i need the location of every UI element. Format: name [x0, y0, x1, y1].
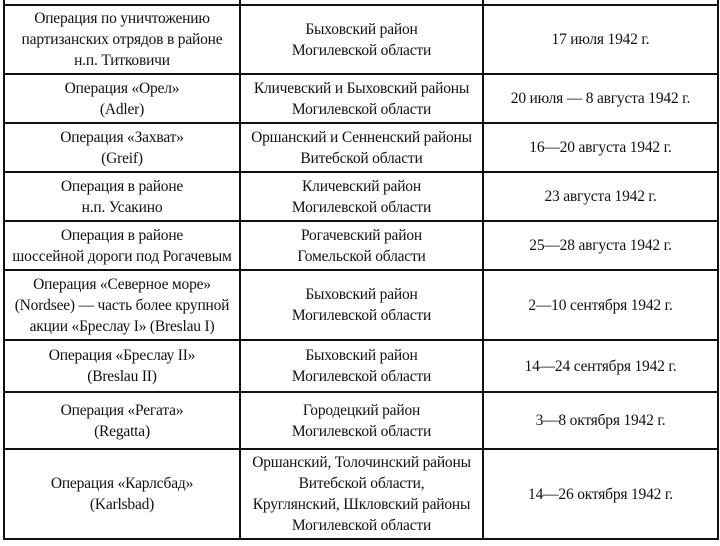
area-cell	[240, 5, 483, 74]
table-row	[4, 172, 718, 221]
operation-cell	[4, 392, 240, 449]
date-cell: 23 августа 1942 г.	[483, 172, 718, 221]
date-cell: 16—20 августа 1942 г.	[483, 123, 718, 172]
operation-line: Операция по уничтожению	[34, 10, 210, 27]
area-line: Могилевской области	[291, 368, 432, 385]
area-line: Могилевской области	[291, 307, 432, 324]
date-cell: 2—10 сентября 1942 г.	[483, 270, 718, 340]
area-cell	[240, 340, 483, 392]
area-line: Круглянский, Шкловский районы	[252, 496, 471, 513]
table-row	[4, 392, 718, 449]
area-line: Быховский район	[305, 286, 418, 303]
table-row	[4, 270, 718, 340]
operation-line: Операция «Орел»	[64, 79, 180, 97]
area-cell	[240, 270, 483, 340]
table-row	[4, 123, 718, 172]
table-row	[4, 5, 718, 74]
area-cell	[240, 221, 483, 270]
area-line: Кличевский и Быховский районы	[253, 79, 470, 97]
date-cell: 20 июля — 8 августа 1942 г.	[483, 74, 718, 123]
operation-line: Операция в районе	[60, 177, 184, 195]
area-cell	[240, 74, 483, 123]
area-line: Быховский район	[305, 20, 418, 38]
operation-line: партизанских отрядов в районе	[21, 31, 223, 48]
operation-line: (Regatta)	[94, 422, 150, 440]
area-cell	[240, 449, 483, 539]
operation-line: Операция «Бреслау II»	[48, 347, 196, 364]
operation-line: Операция в районе	[60, 226, 184, 244]
operation-line: (Breslau II)	[87, 368, 157, 385]
operation-line: шоссейной дороги под Рогачевым	[12, 247, 232, 265]
operation-line: Операция «Регата»	[60, 401, 184, 419]
operation-cell	[4, 172, 240, 221]
operation-line: н.п. Титковичи	[74, 52, 170, 69]
date-cell: 14—24 сентября 1942 г.	[483, 340, 718, 392]
operation-line: акции «Бреслау I» (Breslau I)	[29, 317, 215, 335]
date-cell: 3—8 октября 1942 г.	[483, 392, 718, 449]
operation-line: Операция «Северное море»	[33, 275, 211, 293]
operation-cell	[4, 5, 240, 74]
operation-cell	[4, 449, 240, 539]
area-line: Могилевской области	[291, 517, 432, 534]
date-cell: 25—28 августа 1942 г.	[483, 221, 718, 270]
area-line: Оршанский, Толочинский районы	[252, 454, 471, 471]
area-line: Городецкий район	[302, 401, 421, 419]
operation-line: Операция «Захват»	[60, 128, 184, 146]
operation-line: (Adler)	[99, 100, 145, 118]
operations-table	[3, 0, 719, 540]
operation-line: Операция «Карлсбад»	[50, 475, 194, 492]
area-line: Быховский район	[305, 347, 418, 364]
table-row	[4, 221, 718, 270]
operation-cell	[4, 74, 240, 123]
operation-cell	[4, 123, 240, 172]
area-cell	[240, 172, 483, 221]
operation-line: (Karlsbad)	[89, 496, 155, 513]
area-line: Кличевский район	[302, 177, 421, 195]
area-line: Могилевской области	[291, 198, 432, 216]
area-line: Витебской области	[300, 149, 423, 167]
area-line: Могилевской области	[291, 422, 432, 440]
operation-cell	[4, 221, 240, 270]
table-row	[4, 449, 718, 539]
operation-cell	[4, 270, 240, 340]
area-line: Могилевской области	[291, 41, 432, 59]
operation-line: (Nordsee) — часть более крупной	[14, 296, 230, 314]
operation-line: н.п. Усакино	[81, 198, 163, 216]
operation-cell	[4, 340, 240, 392]
operation-line: (Greif)	[101, 149, 143, 167]
area-line: Гомельской области	[297, 247, 426, 265]
area-line: Могилевской области	[291, 100, 432, 118]
area-cell	[240, 392, 483, 449]
table-row	[4, 340, 718, 392]
table-row	[4, 74, 718, 123]
date-cell: 14—26 октября 1942 г.	[483, 449, 718, 539]
area-line: Рогачевский район	[301, 226, 422, 244]
area-line: Витебской области,	[298, 475, 425, 492]
area-line: Оршанский и Сенненский районы	[251, 128, 472, 146]
area-cell	[240, 123, 483, 172]
date-cell: 17 июля 1942 г.	[483, 5, 718, 74]
